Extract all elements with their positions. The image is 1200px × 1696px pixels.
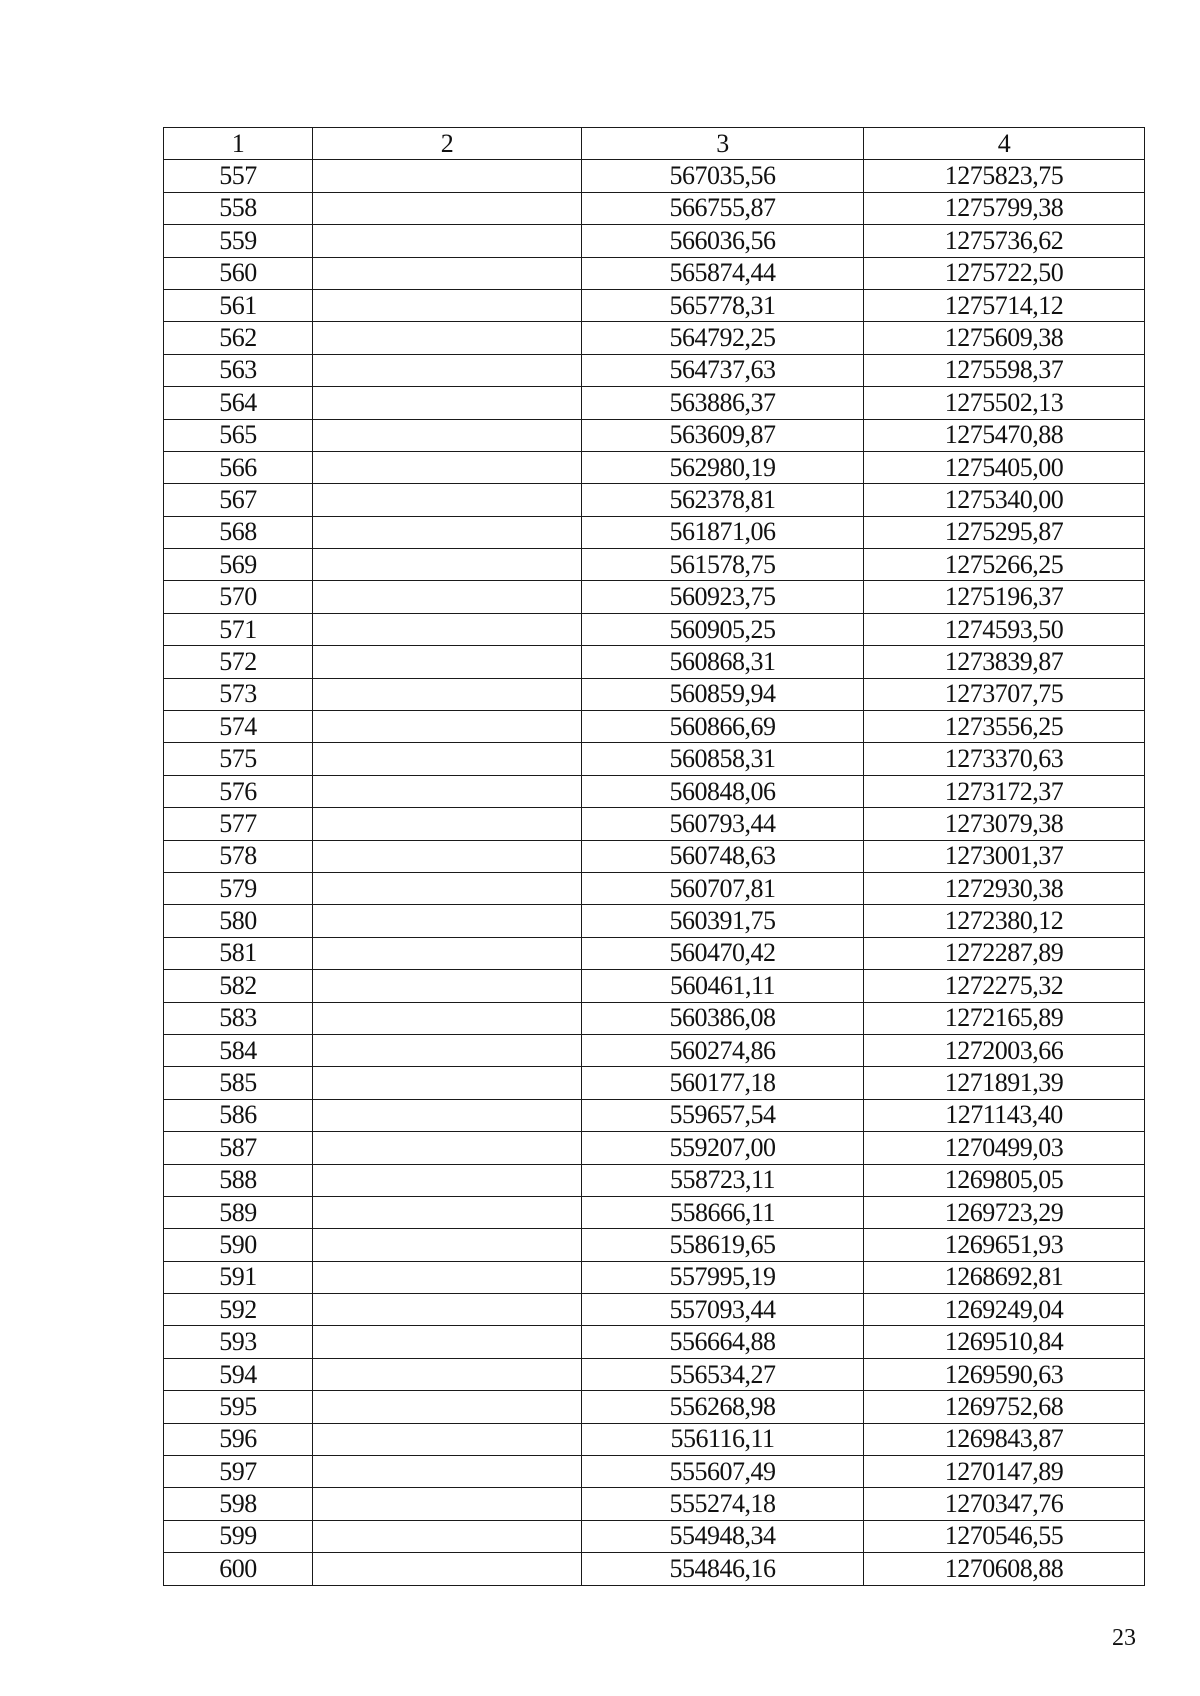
y-coordinate-cell: 1275502,13	[864, 387, 1145, 419]
x-coordinate-cell: 562378,81	[582, 484, 864, 516]
x-coordinate-cell: 559207,00	[582, 1132, 864, 1164]
header-cell-col-3: 3	[582, 128, 864, 160]
name-cell	[313, 1132, 582, 1164]
table-row	[164, 1391, 1145, 1423]
y-coordinate-cell: 1272003,66	[864, 1034, 1145, 1066]
row-number-cell: 563	[164, 354, 313, 386]
header-cell-col-2: 2	[313, 128, 582, 160]
row-number-cell: 597	[164, 1456, 313, 1488]
name-cell	[313, 775, 582, 807]
y-coordinate-cell: 1275340,00	[864, 484, 1145, 516]
table-row	[164, 1553, 1145, 1585]
x-coordinate-cell: 556664,88	[582, 1326, 864, 1358]
name-cell	[313, 549, 582, 581]
x-coordinate-cell: 563609,87	[582, 419, 864, 451]
x-coordinate-cell: 560748,63	[582, 840, 864, 872]
table-row	[164, 1099, 1145, 1131]
name-cell	[313, 1196, 582, 1228]
table-row	[164, 1488, 1145, 1520]
row-number-cell: 559	[164, 225, 313, 257]
table-row	[164, 1326, 1145, 1358]
table-body	[164, 160, 1145, 1585]
table-row	[164, 581, 1145, 613]
table-row	[164, 322, 1145, 354]
row-number-cell: 564	[164, 387, 313, 419]
x-coordinate-cell: 560859,94	[582, 678, 864, 710]
name-cell	[313, 225, 582, 257]
header-cell-col-1: 1	[164, 128, 313, 160]
row-number-cell: 598	[164, 1488, 313, 1520]
y-coordinate-cell: 1269723,29	[864, 1196, 1145, 1228]
name-cell	[313, 354, 582, 386]
y-coordinate-cell: 1275823,75	[864, 160, 1145, 192]
name-cell	[313, 1294, 582, 1326]
name-cell	[313, 160, 582, 192]
row-number-cell: 599	[164, 1520, 313, 1552]
row-number-cell: 583	[164, 1002, 313, 1034]
table-row	[164, 516, 1145, 548]
y-coordinate-cell: 1270347,76	[864, 1488, 1145, 1520]
name-cell	[313, 516, 582, 548]
x-coordinate-cell: 560793,44	[582, 808, 864, 840]
table-row	[164, 451, 1145, 483]
row-number-cell: 560	[164, 257, 313, 289]
y-coordinate-cell: 1273001,37	[864, 840, 1145, 872]
row-number-cell: 594	[164, 1358, 313, 1390]
row-number-cell: 572	[164, 646, 313, 678]
table-row	[164, 775, 1145, 807]
table-row	[164, 257, 1145, 289]
y-coordinate-cell: 1273707,75	[864, 678, 1145, 710]
x-coordinate-cell: 560391,75	[582, 905, 864, 937]
row-number-cell: 569	[164, 549, 313, 581]
row-number-cell: 600	[164, 1553, 313, 1585]
y-coordinate-cell: 1271143,40	[864, 1099, 1145, 1131]
table-row	[164, 1132, 1145, 1164]
header-cell-col-4: 4	[864, 128, 1145, 160]
row-number-cell: 557	[164, 160, 313, 192]
x-coordinate-cell: 560858,31	[582, 743, 864, 775]
name-cell	[313, 1261, 582, 1293]
x-coordinate-cell: 565778,31	[582, 289, 864, 321]
name-cell	[313, 872, 582, 904]
table-row	[164, 1358, 1145, 1390]
table-row	[164, 1164, 1145, 1196]
x-coordinate-cell: 566036,56	[582, 225, 864, 257]
row-number-cell: 580	[164, 905, 313, 937]
name-cell	[313, 613, 582, 645]
x-coordinate-cell: 560461,11	[582, 970, 864, 1002]
table-row	[164, 678, 1145, 710]
y-coordinate-cell: 1269590,63	[864, 1358, 1145, 1390]
row-number-cell: 568	[164, 516, 313, 548]
table-row	[164, 905, 1145, 937]
name-cell	[313, 1229, 582, 1261]
table-row	[164, 160, 1145, 192]
name-cell	[313, 1358, 582, 1390]
row-number-cell: 577	[164, 808, 313, 840]
y-coordinate-cell: 1275266,25	[864, 549, 1145, 581]
name-cell	[313, 1099, 582, 1131]
name-cell	[313, 840, 582, 872]
y-coordinate-cell: 1269651,93	[864, 1229, 1145, 1261]
name-cell	[313, 1034, 582, 1066]
row-number-cell: 566	[164, 451, 313, 483]
row-number-cell: 595	[164, 1391, 313, 1423]
x-coordinate-cell: 560177,18	[582, 1067, 864, 1099]
name-cell	[313, 743, 582, 775]
name-cell	[313, 1488, 582, 1520]
table-row	[164, 1067, 1145, 1099]
table-row	[164, 808, 1145, 840]
x-coordinate-cell: 565874,44	[582, 257, 864, 289]
x-coordinate-cell: 556268,98	[582, 1391, 864, 1423]
x-coordinate-cell: 558666,11	[582, 1196, 864, 1228]
name-cell	[313, 937, 582, 969]
x-coordinate-cell: 562980,19	[582, 451, 864, 483]
x-coordinate-cell: 560905,25	[582, 613, 864, 645]
row-number-cell: 596	[164, 1423, 313, 1455]
x-coordinate-cell: 561871,06	[582, 516, 864, 548]
x-coordinate-cell: 558723,11	[582, 1164, 864, 1196]
row-number-cell: 585	[164, 1067, 313, 1099]
row-number-cell: 575	[164, 743, 313, 775]
row-number-cell: 576	[164, 775, 313, 807]
y-coordinate-cell: 1275405,00	[864, 451, 1145, 483]
name-cell	[313, 1423, 582, 1455]
x-coordinate-cell: 559657,54	[582, 1099, 864, 1131]
name-cell	[313, 1456, 582, 1488]
x-coordinate-cell: 563886,37	[582, 387, 864, 419]
y-coordinate-cell: 1269843,87	[864, 1423, 1145, 1455]
y-coordinate-cell: 1270608,88	[864, 1553, 1145, 1585]
table-row	[164, 711, 1145, 743]
table-row	[164, 840, 1145, 872]
x-coordinate-cell: 555607,49	[582, 1456, 864, 1488]
name-cell	[313, 1164, 582, 1196]
x-coordinate-cell: 561578,75	[582, 549, 864, 581]
name-cell	[313, 808, 582, 840]
y-coordinate-cell: 1269805,05	[864, 1164, 1145, 1196]
x-coordinate-cell: 554948,34	[582, 1520, 864, 1552]
table-row	[164, 743, 1145, 775]
y-coordinate-cell: 1272275,32	[864, 970, 1145, 1002]
row-number-cell: 579	[164, 872, 313, 904]
y-coordinate-cell: 1275598,37	[864, 354, 1145, 386]
row-number-cell: 574	[164, 711, 313, 743]
x-coordinate-cell: 567035,56	[582, 160, 864, 192]
table-row	[164, 549, 1145, 581]
x-coordinate-cell: 560868,31	[582, 646, 864, 678]
y-coordinate-cell: 1272930,38	[864, 872, 1145, 904]
x-coordinate-cell: 558619,65	[582, 1229, 864, 1261]
name-cell	[313, 192, 582, 224]
y-coordinate-cell: 1272165,89	[864, 1002, 1145, 1034]
x-coordinate-cell: 566755,87	[582, 192, 864, 224]
y-coordinate-cell: 1272380,12	[864, 905, 1145, 937]
row-number-cell: 584	[164, 1034, 313, 1066]
y-coordinate-cell: 1273172,37	[864, 775, 1145, 807]
x-coordinate-cell: 555274,18	[582, 1488, 864, 1520]
y-coordinate-cell: 1273370,63	[864, 743, 1145, 775]
row-number-cell: 558	[164, 192, 313, 224]
row-number-cell: 591	[164, 1261, 313, 1293]
table-row	[164, 225, 1145, 257]
table-row	[164, 872, 1145, 904]
name-cell	[313, 970, 582, 1002]
row-number-cell: 581	[164, 937, 313, 969]
x-coordinate-cell: 564737,63	[582, 354, 864, 386]
table-row	[164, 419, 1145, 451]
y-coordinate-cell: 1270546,55	[864, 1520, 1145, 1552]
row-number-cell: 570	[164, 581, 313, 613]
x-coordinate-cell: 556534,27	[582, 1358, 864, 1390]
name-cell	[313, 484, 582, 516]
table-row	[164, 354, 1145, 386]
y-coordinate-cell: 1275470,88	[864, 419, 1145, 451]
y-coordinate-cell: 1275196,37	[864, 581, 1145, 613]
table-row	[164, 970, 1145, 1002]
table-row	[164, 192, 1145, 224]
row-number-cell: 573	[164, 678, 313, 710]
row-number-cell: 586	[164, 1099, 313, 1131]
name-cell	[313, 678, 582, 710]
name-cell	[313, 1553, 582, 1585]
y-coordinate-cell: 1268692,81	[864, 1261, 1145, 1293]
name-cell	[313, 451, 582, 483]
name-cell	[313, 905, 582, 937]
name-cell	[313, 419, 582, 451]
row-number-cell: 589	[164, 1196, 313, 1228]
y-coordinate-cell: 1270499,03	[864, 1132, 1145, 1164]
x-coordinate-cell: 557995,19	[582, 1261, 864, 1293]
row-number-cell: 561	[164, 289, 313, 321]
table-row	[164, 1196, 1145, 1228]
table-row	[164, 646, 1145, 678]
y-coordinate-cell: 1271891,39	[864, 1067, 1145, 1099]
x-coordinate-cell: 560386,08	[582, 1002, 864, 1034]
table-row	[164, 1034, 1145, 1066]
y-coordinate-cell: 1275609,38	[864, 322, 1145, 354]
y-coordinate-cell: 1269249,04	[864, 1294, 1145, 1326]
y-coordinate-cell: 1273079,38	[864, 808, 1145, 840]
y-coordinate-cell: 1273556,25	[864, 711, 1145, 743]
row-number-cell: 567	[164, 484, 313, 516]
x-coordinate-cell: 554846,16	[582, 1553, 864, 1585]
name-cell	[313, 257, 582, 289]
x-coordinate-cell: 560707,81	[582, 872, 864, 904]
row-number-cell: 590	[164, 1229, 313, 1261]
table-row	[164, 1423, 1145, 1455]
name-cell	[313, 289, 582, 321]
y-coordinate-cell: 1274593,50	[864, 613, 1145, 645]
y-coordinate-cell: 1272287,89	[864, 937, 1145, 969]
x-coordinate-cell: 560923,75	[582, 581, 864, 613]
page-number: 23	[1112, 1625, 1136, 1651]
y-coordinate-cell: 1270147,89	[864, 1456, 1145, 1488]
row-number-cell: 565	[164, 419, 313, 451]
y-coordinate-cell: 1275799,38	[864, 192, 1145, 224]
table-row	[164, 1294, 1145, 1326]
name-cell	[313, 711, 582, 743]
name-cell	[313, 1002, 582, 1034]
name-cell	[313, 581, 582, 613]
row-number-cell: 592	[164, 1294, 313, 1326]
x-coordinate-cell: 560274,86	[582, 1034, 864, 1066]
row-number-cell: 582	[164, 970, 313, 1002]
x-coordinate-cell: 564792,25	[582, 322, 864, 354]
name-cell	[313, 1326, 582, 1358]
table-row	[164, 1002, 1145, 1034]
table-row	[164, 1229, 1145, 1261]
table-row	[164, 289, 1145, 321]
table-row	[164, 484, 1145, 516]
table-row	[164, 1456, 1145, 1488]
name-cell	[313, 1391, 582, 1423]
table-row	[164, 1520, 1145, 1552]
x-coordinate-cell: 560470,42	[582, 937, 864, 969]
y-coordinate-cell: 1275295,87	[864, 516, 1145, 548]
table-row	[164, 937, 1145, 969]
y-coordinate-cell: 1275722,50	[864, 257, 1145, 289]
name-cell	[313, 387, 582, 419]
table-row	[164, 387, 1145, 419]
x-coordinate-cell: 556116,11	[582, 1423, 864, 1455]
table-row	[164, 1261, 1145, 1293]
row-number-cell: 588	[164, 1164, 313, 1196]
x-coordinate-cell: 557093,44	[582, 1294, 864, 1326]
y-coordinate-cell: 1269752,68	[864, 1391, 1145, 1423]
row-number-cell: 578	[164, 840, 313, 872]
name-cell	[313, 1520, 582, 1552]
table-row	[164, 613, 1145, 645]
name-cell	[313, 646, 582, 678]
x-coordinate-cell: 560848,06	[582, 775, 864, 807]
x-coordinate-cell: 560866,69	[582, 711, 864, 743]
row-number-cell: 571	[164, 613, 313, 645]
table-header	[164, 128, 1145, 160]
y-coordinate-cell: 1275736,62	[864, 225, 1145, 257]
y-coordinate-cell: 1275714,12	[864, 289, 1145, 321]
coordinates-table	[163, 127, 1145, 1586]
name-cell	[313, 1067, 582, 1099]
y-coordinate-cell: 1269510,84	[864, 1326, 1145, 1358]
header-row	[164, 128, 1145, 160]
y-coordinate-cell: 1273839,87	[864, 646, 1145, 678]
name-cell	[313, 322, 582, 354]
row-number-cell: 593	[164, 1326, 313, 1358]
row-number-cell: 562	[164, 322, 313, 354]
row-number-cell: 587	[164, 1132, 313, 1164]
